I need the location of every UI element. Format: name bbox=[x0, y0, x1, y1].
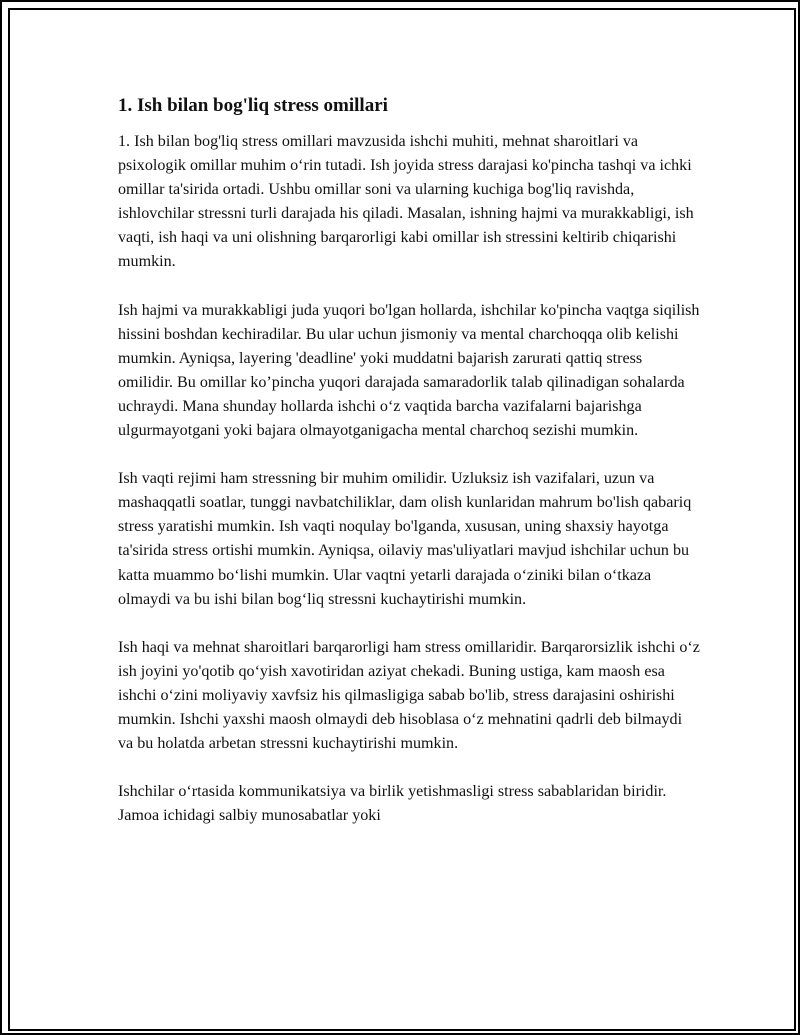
document-body bbox=[118, 94, 700, 852]
paragraph-4: Ish haqi va mehnat sharoitlari barqarorligi ham stress omillaridir. Barqarorsizlik ishchi oʻz ish joyini yo'qotib qoʻyish xavotiridan aziyat chekadi. Buning ustiga, kam maosh esa ishchi oʻzini moliyaviy xavfsiz his qilmasligiga sabab bo'lib, stress darajasini oshirishi mumkin. Ishchi yaxshi maosh olmaydi deb hisoblasa oʻz mehnatini qadrli deb bilmaydi va bu holatda arbetan stressni kuchaytirishi mumkin. bbox=[118, 638, 700, 753]
paragraph-1: 1. Ish bilan bog'liq stress omillari mavzusida ishchi muhiti, mehnat sharoitlari va psixologik omillar muhim oʻrin tutadi. Ish joyida stress darajasi ko'pincha tashqi va ichki omillar ta'sirida ortadi. Ushbu omillar soni va ularning kuchiga bog'liq ravishda, ishlovchilar stressni turli darajada his qiladi. Masalan, ishning hajmi va murakkabligi, ish vaqti, ish haqi va uni olishning barqarorligi kabi omillar ish stressini keltirib chiqarishi mumkin. bbox=[118, 133, 694, 271]
paragraph-5: Ishchilar oʻrtasida kommunikatsiya va birlik yetishmasligi stress sabablaridan biridir. Jamoa ichidagi salbiy munosabatlar yoki bbox=[118, 783, 667, 825]
section-heading: 1. Ish bilan bog'liq stress omillari bbox=[118, 95, 388, 116]
paragraph-2: Ish hajmi va murakkabligi juda yuqori bo'lgan hollarda, ishchilar ko'pincha vaqtga siqilish hissini boshdan kechiradilar. Bu ular uchun jismoniy va mental charchoqqa olib kelishi mumkin. Ayniqsa, layering 'deadline' yoki muddatni bajarish zarurati qattiq stress omilidir. Bu omillar ko’pincha yuqori darajada samaradorlik talab qilinadigan sohalarda uchraydi. Mana shunday hollarda ishchi oʻz vaqtida barcha vazifalarni bajarishga ulgurmayotgani yoki bajara olmayotganigacha mental charchoq sezishi mumkin. bbox=[118, 301, 700, 440]
paragraph-3: Ish vaqti rejimi ham stressning bir muhim omilidir. Uzluksiz ish vazifalari, uzun va mashaqqatli soatlar, tunggi navbatchiliklar, dam olish kunlaridan mahrum bo'lish qabariq stress yaratishi mumkin. Ish vaqti noqulay bo'lganda, xususan, uning shaxsiy hayotga ta'sirida stress ortishi mumkin. Ayniqsa, oilaviy mas'uliyatlari mavjud ishchilar uchun bu katta muammo boʻlishi mumkin. Ular vaqtni yetarli darajada oʻziniki bilan oʻtkaza olmaydi va bu ishi bilan bogʻliq stressni kuchaytirishi mumkin. bbox=[118, 470, 692, 608]
